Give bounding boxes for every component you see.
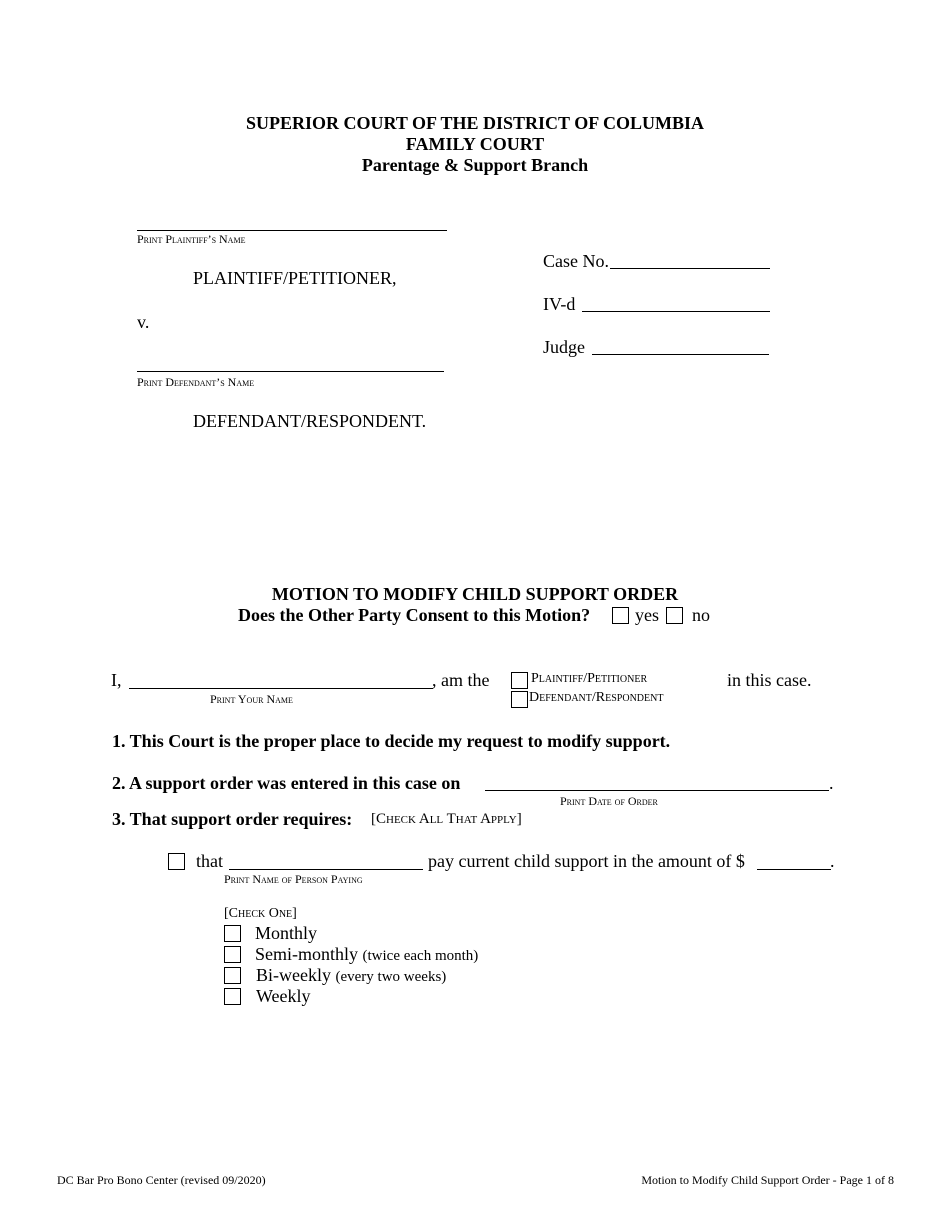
defendant-name-line[interactable] [137, 371, 444, 372]
your-name-label: Print Your Name [210, 692, 293, 706]
ivd-label: IV-d [543, 294, 576, 314]
defendant-role: DEFENDANT/RESPONDENT. [193, 411, 427, 431]
item-2: 2. A support order was entered in this case on [112, 773, 461, 793]
consent-row [238, 605, 590, 626]
defendant-option: Defendant/Respondent [529, 690, 664, 705]
court-branch: Parentage & Support Branch [361, 155, 589, 175]
plaintiff-role: PLAINTIFF/PETITIONER, [193, 268, 397, 288]
consent-yes-label: yes [635, 605, 659, 625]
ivd-field[interactable] [582, 311, 770, 312]
your-name-field[interactable] [129, 688, 433, 689]
check-one-note: [Check One] [224, 906, 297, 921]
intro-in-this-case: in this case. [727, 670, 812, 690]
plaintiff-option: Plaintiff/Petitioner [531, 671, 648, 686]
court-division: FAMILY COURT [405, 134, 545, 154]
support-pay-text: pay current child support in the amount of $ [428, 851, 745, 871]
plaintiff-name-label: Print Plaintiff’s Name [137, 232, 246, 246]
frequency-monthly [255, 923, 317, 944]
bi-weekly-checkbox[interactable] [224, 967, 241, 984]
case-no-label: Case No. [543, 251, 609, 271]
footer-left: DC Bar Pro Bono Center (revised 09/2020) [57, 1173, 266, 1187]
item-3: 3. That support order requires: [112, 809, 353, 829]
semi-monthly-checkbox[interactable] [224, 946, 241, 963]
plaintiff-name-line[interactable] [137, 230, 447, 231]
current-support-checkbox[interactable] [168, 853, 185, 870]
support-amount-field[interactable] [757, 869, 831, 870]
frequency-weekly [256, 986, 311, 1007]
consent-no-checkbox[interactable] [666, 607, 683, 624]
judge-label: Judge [543, 337, 585, 357]
item-3-row [112, 809, 352, 830]
court-name: SUPERIOR COURT OF THE DISTRICT OF COLUMBIA [245, 113, 705, 133]
weekly-checkbox[interactable] [224, 988, 241, 1005]
defendant-checkbox[interactable] [511, 691, 528, 708]
frequency-label: Semi-monthly [255, 944, 358, 964]
judge-field[interactable] [592, 354, 769, 355]
frequency-note: (every two weeks) [335, 969, 447, 985]
frequency-label: Bi-weekly [256, 965, 331, 985]
support-end: . [830, 851, 835, 871]
case-no-field[interactable] [610, 268, 770, 269]
footer-right: Motion to Modify Child Support Order - Page 1 of 8 [641, 1173, 894, 1187]
motion-title: MOTION TO MODIFY CHILD SUPPORT ORDER [271, 584, 679, 604]
order-date-label: Print Date of Order [560, 794, 658, 808]
payer-name-label: Print Name of Person Paying [224, 872, 363, 886]
frequency-bi-weekly [256, 965, 446, 986]
intro-i: I, [111, 670, 122, 690]
plaintiff-checkbox[interactable] [511, 672, 528, 689]
frequency-note: (twice each month) [362, 948, 479, 964]
consent-no-label: no [692, 605, 710, 625]
support-that: that [196, 851, 223, 871]
defendant-name-label: Print Defendant’s Name [137, 375, 255, 389]
frequency-label: Weekly [256, 986, 311, 1006]
consent-yes-checkbox[interactable] [612, 607, 629, 624]
item-2-end: . [829, 773, 834, 793]
order-date-field[interactable] [485, 790, 829, 791]
intro-am-the: , am the [432, 670, 490, 690]
versus: v. [137, 312, 150, 332]
frequency-label: Monthly [255, 923, 318, 943]
frequency-semi-monthly [255, 944, 478, 965]
item-3-note: [Check All That Apply] [371, 811, 522, 827]
monthly-checkbox[interactable] [224, 925, 241, 942]
payer-name-field[interactable] [229, 869, 423, 870]
consent-question: Does the Other Party Consent to this Motion? [238, 605, 591, 625]
item-1: 1. This Court is the proper place to decide my request to modify support. [112, 731, 671, 751]
